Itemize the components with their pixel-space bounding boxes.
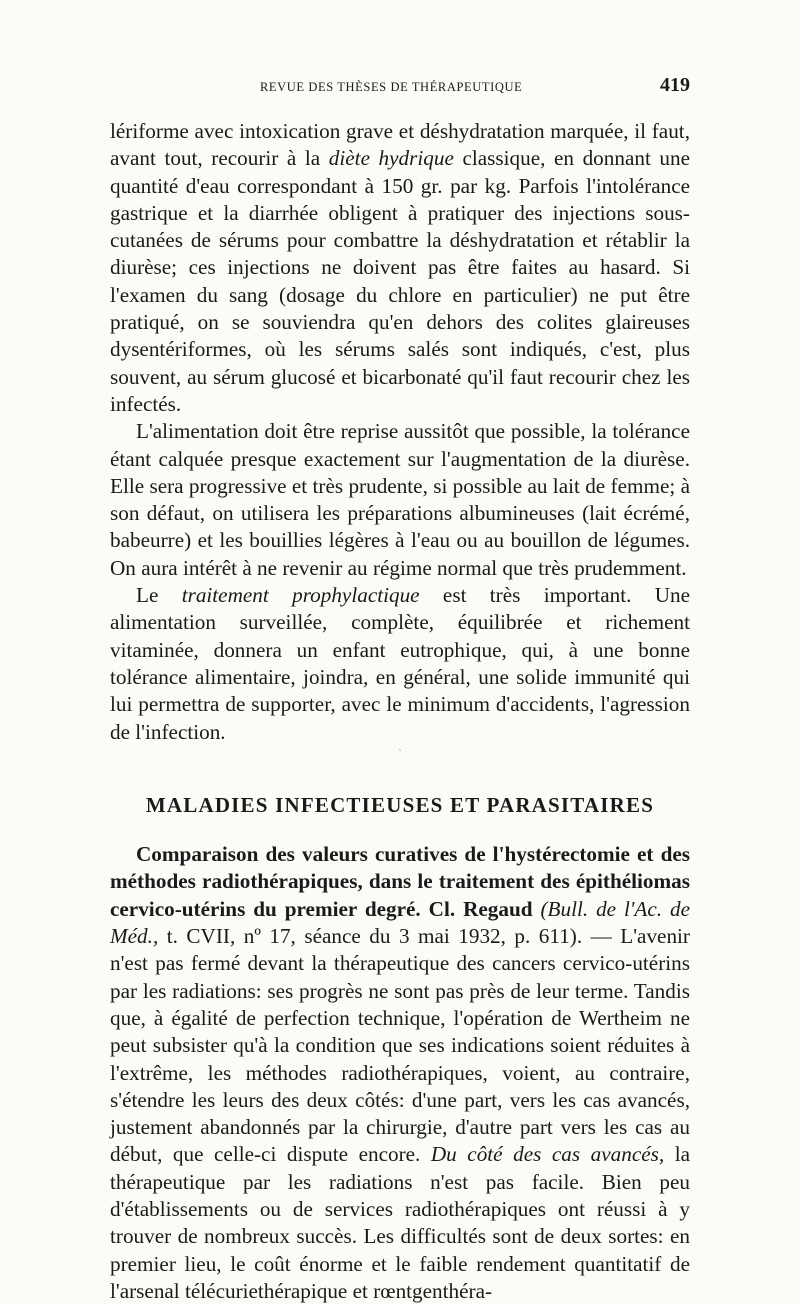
paragraph-1: lériforme avec intoxication grave et déshydratation marquée, il faut, avant tout, recourir à la diète hydrique classique, en donnant une quantité d'eau correspondant à 150 gr. par kg. Parfois l'intolérance gastrique et la diarrhée obligent à pratiquer des injections sous-cutanées de sérums pour combattre la déshydratation et rétablir la diurèse; ces injections ne doivent pas être faites au hasard. Si l'examen du sang (dosage du chlore en particulier) ne put être pratiqué, on se souviendra qu'en dehors des colites glaireuses dysentériformes, où les sérums salés sont indiqués, c'est, plus souvent, au sérum glucosé et bicarbonaté qu'il faut recourir chez les infectés. — [110, 119, 691, 416]
section-title: MALADIES INFECTIEUSES ET PARASITAIRES — [145, 792, 655, 817]
paragraph-3: Le traitement prophylactique est très important. Une alimentation surveillée, complète, équilibrée et richement vitaminée, donnera un enfant eutrophique, qui, à une bonne tolérance alimentaire, joindra, en général, une solide immunité qui lui permettra de supporter, avec le minimum d'accidents, l'agression de l'infection. — [110, 583, 691, 744]
article-title: Comparaison des valeurs curatives de l'hystérectomie et des méthodes radiothérapiques, dans le traitement des épithéliomas cervico-utérins du premier degré. Cl. Regaud — [110, 842, 690, 921]
italic-term: diète hydrique — [328, 146, 454, 171]
page-number: 419 — [660, 74, 690, 96]
article-reference: (Bull. de l'Ac. de Méd., — [110, 896, 691, 949]
separator-mark: ` — [398, 748, 402, 760]
italic-term: traitement prophylactique — [181, 583, 420, 608]
running-title: REVUE DES THÈSES DE THÉRAPEUTIQUE — [260, 80, 523, 94]
article-paragraph: Comparaison des valeurs curatives de l'hystérectomie et des méthodes radiothérapiques, dans le traitement des épithéliomas cervico-utérins du premier degré. Cl. Regaud (Bull. de l'Ac. de Méd., t. CVII, nº 17, séance du 3 mai 1932, p. 611). — L'avenir n'est pas fermé devant la thérapeutique des cancers cervico-utérins par les radiations: ses progrès ne sont pas près de leur terme. Tandis que, à égalité de perfection technique, l'opération de Wertheim ne peut subsister qu'à la condition que ses indications soient réduites à l'extrême, les méthodes radiothérapiques, voient, au contraire, s'étendre les leurs des deux côtés: d'une part, vers les cas avancés, justement abandonnés par la chirurgie, d'autre part vers les cas au début, que celle-ci dispute encore. Du côté des cas avancés, la thérapeutique par les radiations n'est pas facile. Bien peu d'établissements ou de services radiothérapiques ont réussi à y trouver de nombreux succès. Les difficultés sont de deux sortes: en premier lieu, le coût énorme et le faible rendement quantitatif de l'arsenal télécuriethérapique et rœntgenthéra- — [110, 842, 691, 1303]
italic-term: Du côté des cas avancés, — [430, 1142, 665, 1167]
page-header — [110, 72, 690, 102]
paragraph-2: L'alimentation doit être reprise aussitôt que possible, la tolérance étant calquée presque exactement sur l'augmentation de la diurèse. Elle sera progressive et très prudente, si possible au lait de femme; à son défaut, on utilisera les préparations albumineuses (lait écrémé, babeurre) et les bouillies légères à l'eau ou au bouillon de légumes. On aura intérêt à ne revenir au régime normal que très prudemment. — [110, 419, 690, 580]
page-body — [110, 118, 690, 1305]
